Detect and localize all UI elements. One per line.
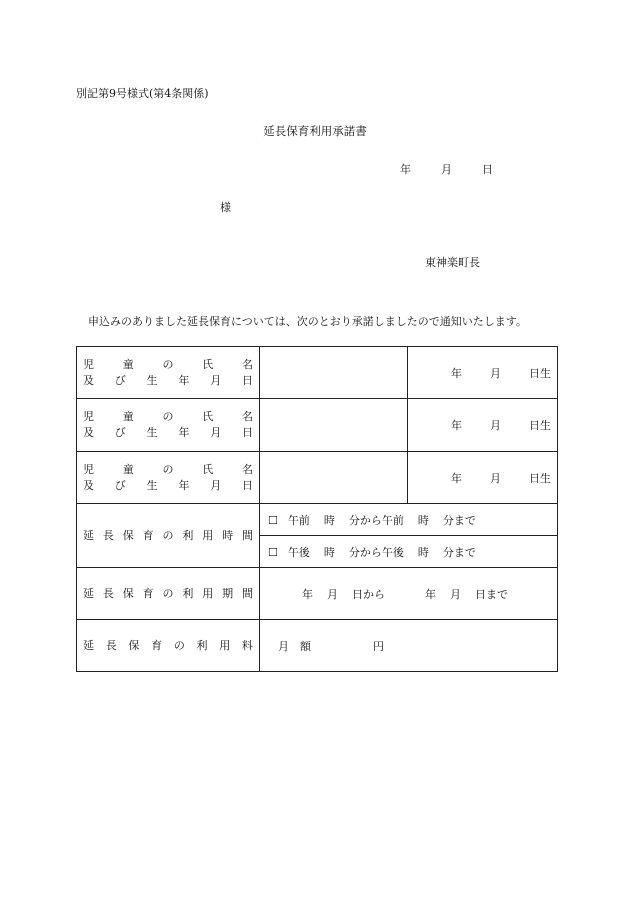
label-line-birth: 及 び 生 年 月 日 bbox=[83, 478, 253, 492]
date-day: 日 bbox=[482, 163, 493, 176]
date-year: 年 bbox=[400, 163, 411, 176]
child-name-field[interactable] bbox=[260, 452, 408, 504]
child-label bbox=[77, 452, 260, 504]
child-row bbox=[77, 347, 558, 399]
label-line-name: 児 童 の 氏 名 bbox=[83, 410, 253, 423]
label-line-birth: 及 び 生 年 月 日 bbox=[83, 426, 253, 439]
usage-fee-field[interactable] bbox=[260, 620, 558, 672]
document-title: 延長保育利用承諾書 bbox=[263, 124, 367, 138]
notice-text: 申込みのありました延長保育については、次のとおり承諾しましたので通知いたします。 bbox=[88, 315, 527, 328]
label-line-birth: 及 び 生 年 月 日 bbox=[83, 373, 253, 387]
label-line-name: 児 童 の 氏 名 bbox=[83, 357, 253, 371]
child-name-field[interactable] bbox=[260, 347, 408, 399]
usage-period-field[interactable]: 年 月 日から 年 月 日まで bbox=[260, 568, 558, 620]
usage-time-label: 延 長 保 育 の 利 用 時 間 bbox=[77, 504, 260, 568]
child-birthdate-field[interactable]: 年 月 日生 bbox=[408, 399, 558, 452]
child-label bbox=[77, 399, 260, 452]
usage-time-pm-option[interactable]: ☐ 午後 時 分から午後 時 分まで bbox=[260, 536, 558, 568]
issue-date bbox=[400, 161, 493, 177]
child-birthdate-field[interactable]: 年 月 日生 bbox=[408, 452, 558, 504]
issuer-name: 東神楽町長 bbox=[425, 256, 480, 269]
child-row bbox=[77, 399, 558, 452]
child-name-field[interactable] bbox=[260, 399, 408, 452]
recipient-honorific: 様 bbox=[220, 201, 231, 214]
am-checkbox[interactable]: ☐ bbox=[268, 513, 278, 527]
label-line-name: 児 童 の 氏 名 bbox=[83, 462, 253, 476]
usage-period-row bbox=[77, 568, 558, 620]
usage-period-label: 延 長 保 育 の 利 用 期 間 bbox=[77, 568, 260, 620]
approval-table bbox=[76, 346, 558, 672]
usage-time-am-option[interactable]: ☐ 午前 時 分から午前 時 分まで bbox=[260, 504, 558, 536]
child-label bbox=[77, 347, 260, 399]
form-reference: 別記第9号様式(第4条関係) bbox=[76, 87, 209, 100]
child-row bbox=[77, 452, 558, 504]
monthly-amount-label: 月 額 bbox=[278, 639, 311, 653]
child-birthdate-field[interactable]: 年 月 日生 bbox=[408, 347, 558, 399]
usage-time-row bbox=[77, 504, 558, 536]
usage-fee-row bbox=[77, 620, 558, 672]
pm-checkbox[interactable]: ☐ bbox=[268, 545, 278, 559]
usage-fee-label: 延 長 保 育 の 利 用 料 bbox=[77, 620, 260, 672]
yen-unit: 円 bbox=[373, 639, 384, 653]
date-month: 月 bbox=[441, 163, 452, 176]
